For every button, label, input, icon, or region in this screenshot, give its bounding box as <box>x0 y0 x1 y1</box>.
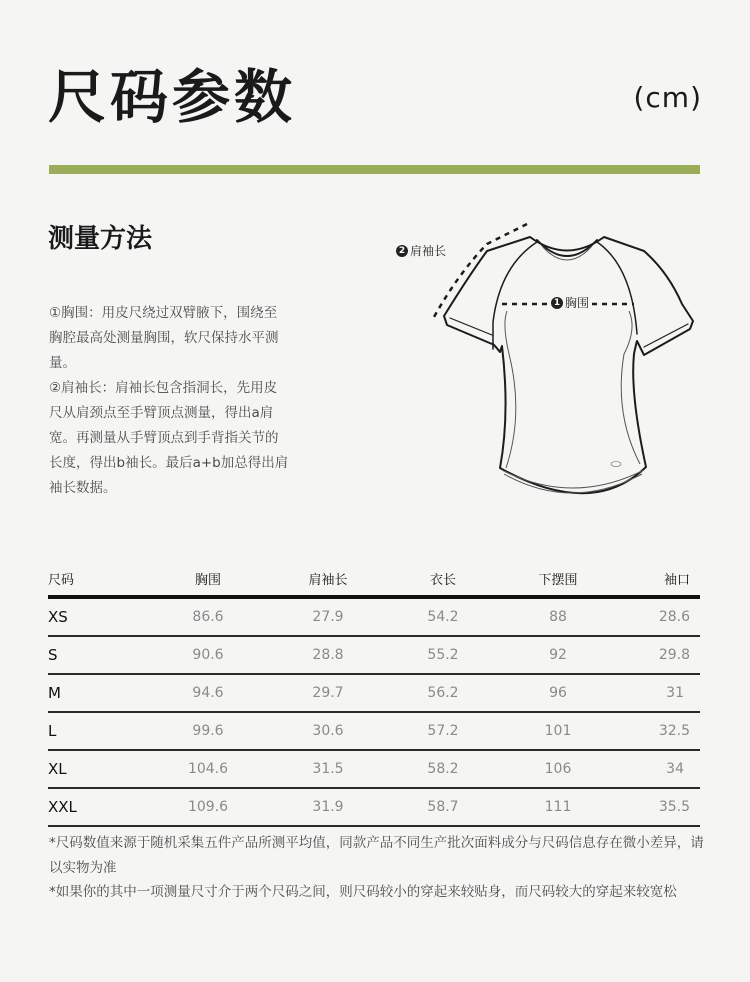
footnote-measurement-source: *尺码数值来源于随机采集五件产品所测平均值，同款产品不同生产批次面料成分与尺码信息存在微小差异，请以实物为准 <box>49 835 704 876</box>
page-title: 尺码参数 <box>48 63 297 131</box>
table-header-row <box>48 562 700 597</box>
header-cuff: 袖口 <box>598 562 700 597</box>
accent-divider <box>49 165 700 174</box>
number-badge-1: 1 <box>551 297 563 309</box>
sleeve-length-label: 2 肩袖长 <box>396 243 446 259</box>
table-row: XL 104.6 31.5 58.2 106 34 <box>48 750 700 788</box>
section-title-measurement-method: 测量方法 <box>48 224 153 254</box>
header-hem: 下摆围 <box>518 562 598 597</box>
sleeve-measurement-text: ②肩袖长：肩袖长包含指洞长，先用皮尺从肩颈点至手臂顶点测量，得出a肩宽。再测量从手臂顶点到手背指关节的长度，得出b袖长。最后a+b加总得出肩袖长数据。 <box>49 380 289 496</box>
table-row: L 99.6 30.6 57.2 101 32.5 <box>48 712 700 750</box>
tshirt-diagram <box>392 214 712 514</box>
unit-label: (cm) <box>633 81 702 114</box>
table-row: S 90.6 28.8 55.2 92 29.8 <box>48 636 700 674</box>
footnotes <box>49 831 709 905</box>
header-body-length: 衣长 <box>368 562 518 597</box>
footnote-size-advice: *如果你的其中一项测量尺寸介于两个尺码之间，则尺码较小的穿起来较贴身，而尺码较大的穿起来较宽松 <box>49 884 677 900</box>
measurement-description <box>49 301 289 501</box>
table-row: XXL 109.6 31.9 58.7 111 35.5 <box>48 788 700 826</box>
header-sleeve-length: 肩袖长 <box>288 562 368 597</box>
tshirt-outline-icon <box>392 214 712 514</box>
chest-measurement-text: ①胸围：用皮尺绕过双臂腋下，围绕至胸腔最高处测量胸围，软尺保持水平测量。 <box>49 305 279 371</box>
table-row: XS 86.6 27.9 54.2 88 28.6 <box>48 597 700 636</box>
chest-label: 1 胸围 <box>548 295 592 311</box>
number-badge-2: 2 <box>396 245 408 257</box>
size-table <box>48 562 700 827</box>
table-row: M 94.6 29.7 56.2 96 31 <box>48 674 700 712</box>
header-size: 尺码 <box>48 562 128 597</box>
header-chest: 胸围 <box>128 562 288 597</box>
